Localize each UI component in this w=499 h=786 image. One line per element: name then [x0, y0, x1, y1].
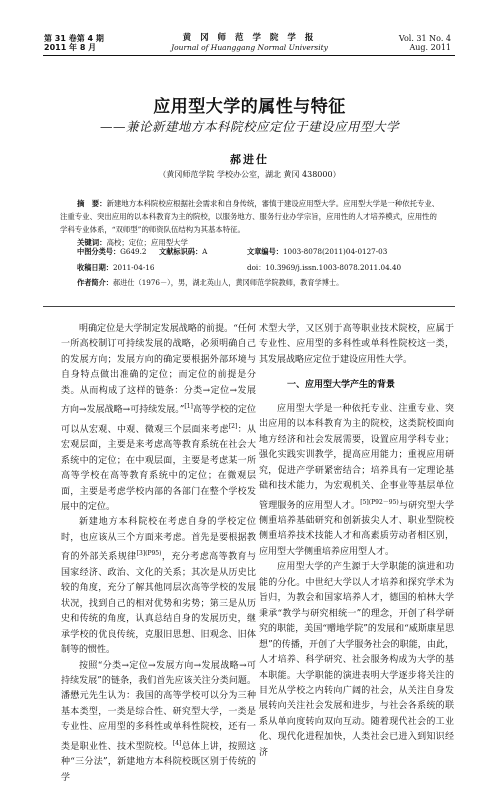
paragraph-text: ：从宏观层面，主要是来考虑高等教育系统在社会大系统中的定位；在中观层面，主要是考虑某一所高等学校在高等教育系统中的定位；在微观层面，主要是考虑学校内部的各部门在整个学校发展中的定位。 [61, 424, 256, 512]
doc-code-label: 文献标识码： [159, 247, 203, 256]
clc-value: G649.2 [120, 247, 147, 256]
journal-name-en: Journal of Huanggang Normal University [171, 43, 328, 52]
paragraph-text: 应用型大学是一种依托专业、注重专业、突出应用的以本科教育为主的院校，这类院校面向地方经济和社会发展需要，设置应用学科专业；强化实践实训教学，提高应用能力；重视应用研究，促进产学研紧密结合；培养具有一定理论基础和技术能力，为宏观机关、企事业等基层单位管理服务的应用型人才。 [259, 403, 454, 511]
paragraph [259, 402, 454, 561]
keywords-label: 关键词： [77, 238, 107, 247]
paragraph-text: 应用型大学的产生源于大学职能的演进和功能的分化。中世纪大学以人才培养和探究学术为旨归，为教会和国家培养人才，德国的柏林大学秉承“教学与研究相统一”的理念，开创了科学研究的职能，美国“赠地学院”的发展和“威斯康星思想”的传播，开创了大学服务社会的职能，由此，人才培养、科学研究、社会服务构成为大学的基本职能。大学职能的演进表明大学逐步将关注的目光从学校之内转向广阔的社会，从关注自身发展转向关注社会发展和进步，与社会各系统的联系从单向度转向双向互动。随着现代社会的工业化、现代化进程加快，人类社会已进入到知识经济 [259, 562, 454, 758]
paragraph [259, 322, 454, 368]
paragraph [61, 322, 256, 515]
abstract-label: 摘 要： [77, 199, 107, 208]
section-heading: 一、应用型大学产生的背景 [287, 380, 396, 391]
citation: [4] [172, 739, 182, 747]
citation: [2] [228, 422, 238, 430]
paragraph [61, 659, 256, 786]
paragraph-text: 按照“分类→定位→发展方向→发展战略→可持续发展”的链条，我们首先应该关注分类问题。潘懋元先生认为：我国的高等学校可以分为三种基本类型，一类是综合性、研究型大学，一类是专业性、应用型的多科性或单科性院校，还有一类是职业性、技术型院校。 [61, 660, 256, 752]
bio-label: 作者简介： [77, 278, 113, 287]
keywords-text: 高校；定位；应用型大学 [106, 238, 188, 247]
metadata-rule [43, 306, 455, 307]
journal-issue-info [44, 34, 104, 52]
doi-value: 10.3969/j.issn.1003-8078.2011.04.40 [265, 263, 402, 272]
paragraph-text: 新建地方本科院校在考虑自身的学校定位时，也应该从三个方面来考虑。首先是要根据教育的外部关系规律 [61, 517, 256, 563]
issue-date: 2011 年 8 月 [44, 43, 97, 52]
doc-code-value: A [202, 247, 208, 256]
article-title: 应用型大学的属性与特征 [153, 97, 346, 117]
issue-date-en: Aug. 2011 [409, 43, 451, 52]
article-author: 郝进仕 [230, 153, 269, 166]
article-no-value: 1003-8078(2011)04-0127-03 [282, 247, 388, 256]
paragraph [61, 515, 256, 658]
clc-label: 中图分类号： [77, 247, 121, 256]
received-label: 收稿日期： [77, 263, 113, 272]
paragraph-text: 明确定位是大学制定发展战略的前提。“任何一所高校制订可持续发展的战略，必须明确自己的发展方向；发展方向的确定要根据外部环境与自身特点做出准确的定位；而定位的前提是分类。从而构成了这样的链条：分类→定位→发展方向→发展战略→可持续发展。” [61, 324, 256, 416]
received-value: 2011-04-16 [112, 263, 155, 272]
citation: [5](P92－95) [360, 498, 399, 506]
doi-label: doi： [247, 263, 266, 272]
citation: [3](P95) [136, 550, 162, 558]
body-right-column [259, 322, 454, 761]
abstract-block [60, 197, 444, 249]
paragraph-text: 高等学校的定位可以从宏观、中观、微观三个层面来考虑 [61, 405, 256, 435]
journal-issue-info-en [399, 34, 451, 52]
bio-value: 郝进仕（1976－），男，湖北英山人，黄冈师范学院教师，教育学博士。 [112, 278, 344, 287]
abstract-text: 新建地方本科院校应根据社会需求和自身传统，審慎于建设应用型大学。应用型大学是一种依托专业、注重专业、突出应用的以本科教育为主的院校，以服务地方、服务行业办学宗旨，应用性的人才培养模式，应用性的学科专业体系，“双师型”的师资队伍结构为其基本特征。 [60, 199, 440, 234]
issue-volume-en: Vol. 31 No. 4 [398, 34, 451, 43]
article-no-label: 文章编号： [247, 247, 283, 256]
body-left-column [61, 322, 256, 786]
paragraph-text: 与研究型大学侧重培养基础研究和创新拔尖人才、职业型院校侧重培养技术技能人才和高素质劳动者相区别，应用型大学侧重培养应用型人才。 [259, 500, 454, 557]
paragraph [259, 560, 454, 761]
journal-name [140, 34, 359, 52]
paragraph-text: 术型大学，又区别于高等职业技术院校，应属于专业性、应用型的多科性或单科性院校这一类，其发展战略应定位于建设应用性大学。 [259, 324, 454, 365]
citation: [1] [184, 403, 193, 411]
journal-name-cn: 黄 冈 师 范 学 院 学 报 [182, 33, 317, 43]
abstract [60, 197, 444, 236]
author-affiliation: （黄冈师范学院 学校办公室，湖北 黄冈 438000） [158, 170, 341, 179]
article-subtitle: ——兼论新建地方本科院校应定位于建设应用型大学 [99, 119, 399, 134]
paragraph-text: 总体上讲，按照这种“三分法”，新建地方本科院校既区别于传统的学 [61, 741, 256, 783]
header-rule [43, 55, 455, 56]
issue-volume: 第 31 卷第 4 期 [44, 34, 104, 43]
paragraph-text: ，充分考虑高等教育与国家经济、政治、文化的关系；其次是从历史比较的角度，充分了解其他同层次高等学校的发展状况，找到自己的相对优势和劣势；第三是从历史和传统的角度，认真总结自身的发展历史，继承学校的优良传统，克服旧思想、旧观念、旧体制等的惯性。 [61, 552, 256, 656]
